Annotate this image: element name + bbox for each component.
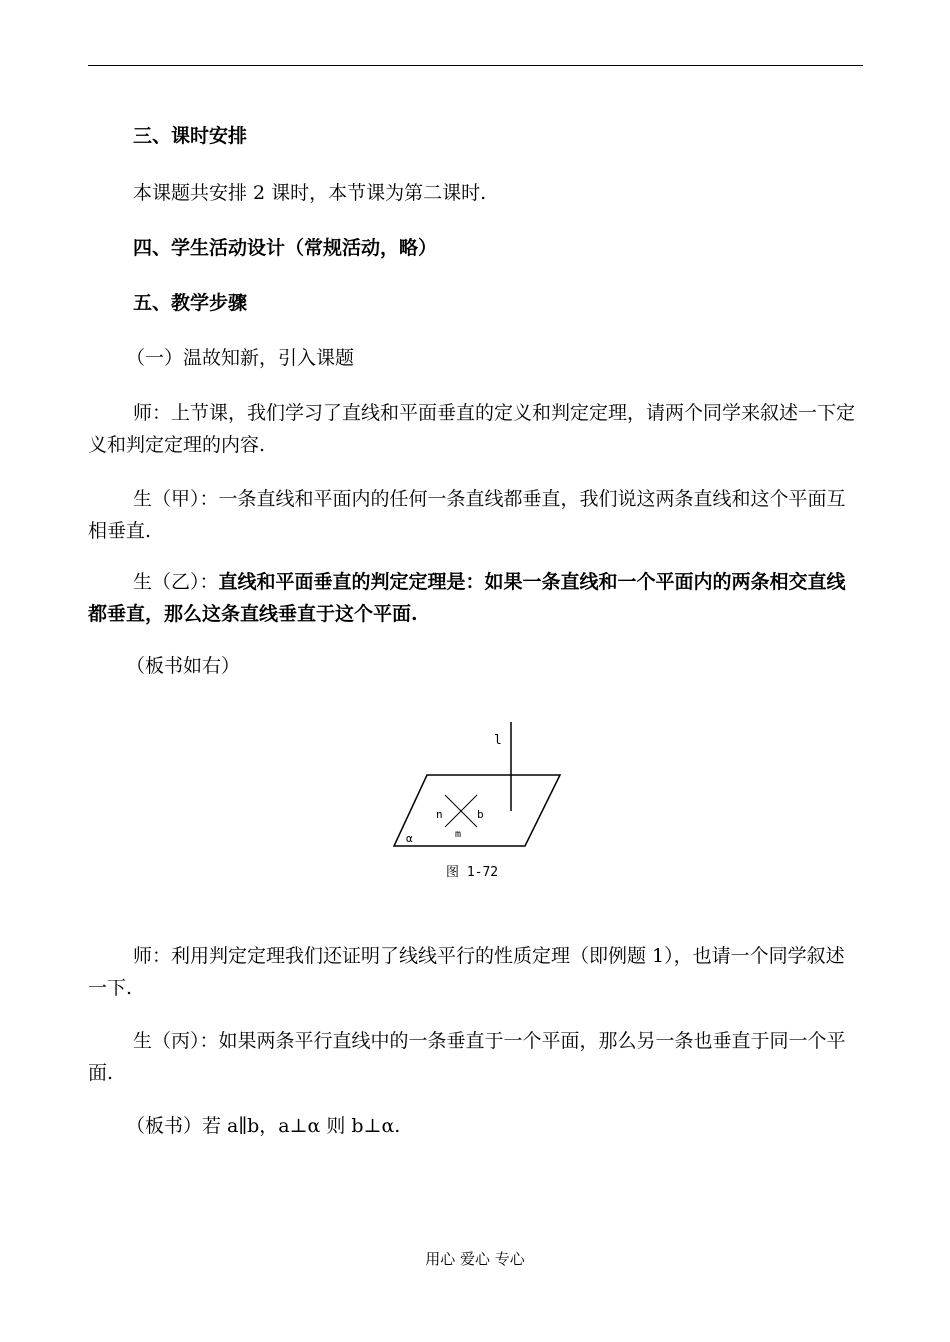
subsection1-heading: （一）温故知新，引入课题 — [126, 347, 355, 369]
student-b-paragraph — [88, 566, 863, 630]
student-b-prefix: 生（乙）： — [133, 571, 219, 593]
figure-1-72 — [390, 718, 570, 886]
board-note: （板书如右） — [126, 655, 241, 677]
teacher-paragraph-1: 师：上节课，我们学习了直线和平面垂直的定义和判定定理，请两个同学来叙述一下定义和判定定理的内容. — [88, 402, 856, 456]
section5-heading: 五、教学步骤 — [133, 292, 248, 314]
label-n: n — [436, 808, 443, 821]
student-c-paragraph: 生（丙）：如果两条平行直线中的一条垂直于一个平面，那么另一条也垂直于同一个平面. — [88, 1030, 846, 1084]
label-l: l — [494, 733, 502, 748]
page-footer: 用心 爱心 专心 — [425, 1250, 525, 1268]
board-statement: （板书）若 a∥b，a⊥α 则 b⊥α. — [126, 1115, 401, 1137]
figure-caption: 图 1-72 — [446, 865, 499, 880]
teacher-paragraph-2: 师：利用判定定理我们还证明了线线平行的性质定理（即例题 1），也请一个同学叙述一下. — [88, 945, 845, 999]
student-a-paragraph: 生（甲）：一条直线和平面内的任何一条直线都垂直，我们说这两条直线和这个平面互相垂直. — [88, 488, 846, 542]
section3-heading: 三、课时安排 — [133, 125, 248, 147]
header-rule — [88, 65, 863, 66]
section3-text: 本课题共安排 2 课时，本节课为第二课时. — [133, 182, 487, 204]
label-b: b — [477, 808, 484, 821]
theorem-statement: 直线和平面垂直的判定定理是：如果一条直线和一个平面内的两条相交直线都垂直，那么这条直线垂直于这个平面. — [88, 571, 846, 625]
section4-heading: 四、学生活动设计（常规活动，略） — [133, 237, 438, 259]
label-m: m — [455, 829, 462, 840]
label-alpha: α — [406, 832, 413, 845]
